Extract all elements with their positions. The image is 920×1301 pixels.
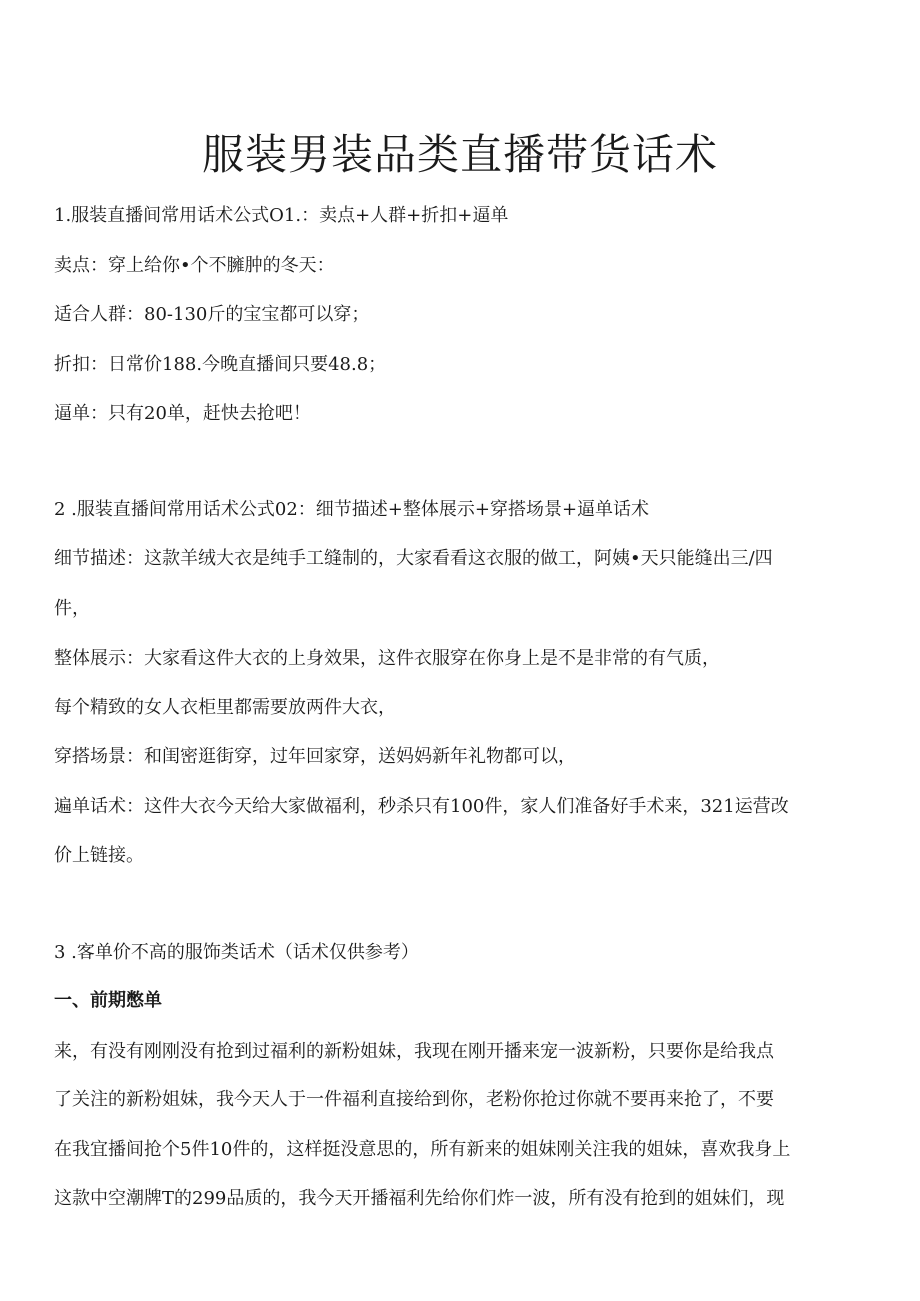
section3-line: 在我宜播间抢个5件10件的，这样挺没意思的，所有新来的姐妹刚关注我的姐妹，喜欢我身上: [54, 1139, 791, 1160]
section3-line: 这款中空潮牌T的299品质的，我今天开播福利先给你们炸一波，所有没有抢到的姐妹们，现: [54, 1188, 785, 1209]
section1-line: 卖点：穿上给你•个不臃肿的冬天：: [54, 255, 335, 276]
section2-line: 价上链接。: [54, 845, 144, 866]
section3-line: 了关注的新粉姐妹，我今天人于一件福利直接给到你，老粉你抢过你就不要再来抢了，不要: [54, 1089, 774, 1110]
section1-line: 逼单：只有20单，赶快去抢吧！: [54, 403, 311, 424]
section2-line: 件，: [54, 598, 90, 619]
page-title: 服装男装品类直播带货话术: [201, 130, 718, 180]
section2-heading: 2 .服装直播间常用话术公式02：细节描述+整体展示+穿搭场景+逼单话术: [54, 499, 650, 520]
section3-line: 来，有没有刚刚没有抢到过福利的新粉姐妹，我现在刚开播来宠一波新粉，只要你是给我点: [54, 1041, 774, 1062]
section1-line: 折扣：日常价188.今晚直播间只要48.8；: [54, 354, 387, 375]
section1-line: 适合人群：80-130斤的宝宝都可以穿；: [54, 304, 370, 325]
section2-line: 遍单话术：这件大衣今天给大家做福利，秒杀只有100件，家人们准备好手术来，321运营改: [54, 796, 789, 817]
section3-heading: 3 .客单价不高的服饰类话术（话术仅供参考）: [54, 942, 419, 963]
section2-line: 整体展示：大家看这件大衣的上身效果，这件衣服穿在你身上是不是非常的有气质，: [54, 648, 720, 669]
section2-line: 细节描述：这款羊绒大衣是纯手工缝制的，大家看看这衣服的做工，阿姨•天只能缝出三/四: [54, 548, 773, 569]
section2-line: 每个精致的女人衣柜里都需要放两件大衣，: [54, 697, 396, 718]
section3-subheading: 一、前期憋单: [54, 990, 162, 1011]
section2-line: 穿搭场景：和闺密逛街穿，过年回家穿，送妈妈新年礼物都可以，: [54, 746, 576, 767]
section1-heading: 1.服装直播间常用话术公式O1.：卖点+人群+折扣+逼单: [54, 205, 509, 226]
